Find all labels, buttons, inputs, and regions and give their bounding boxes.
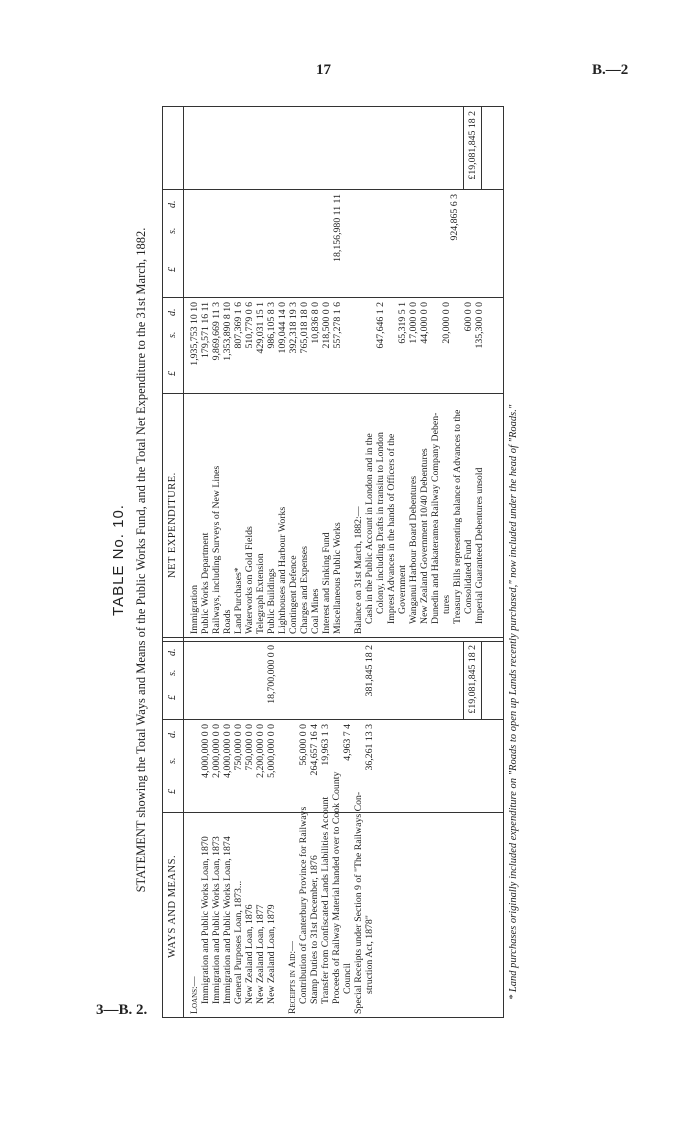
loan-label: Immigration and Public Works Loan, 1874: [222, 836, 233, 1004]
ways-means-header: WAYS AND MEANS.: [167, 854, 178, 958]
expenditure-amount: 109,044 14 0: [277, 302, 288, 354]
expenditure-amount: 179,571 16 11: [200, 302, 211, 358]
receipt-label: Special Receipts under Section 9 of "The Railways Con-: [353, 791, 364, 1014]
loan-label: Immigration and Public Works Loan, 1870: [200, 836, 211, 1004]
balance-amount: 647,646 1 2: [375, 302, 386, 349]
unit-shilling: s.: [167, 331, 178, 338]
receipt-label-cont: Council: [342, 962, 353, 994]
expenditure-label: Roads: [222, 609, 233, 634]
loan-amount: 2,200,000 0 0: [255, 724, 266, 778]
loan-amount: 750,000 0 0: [244, 724, 255, 771]
expenditure-amount: 1,353,890 8 10: [222, 302, 233, 361]
unit-pound: £: [167, 267, 178, 272]
expenditure-amount: 392,318 19 3: [288, 302, 299, 354]
expenditure-label: Land Purchases*: [233, 567, 244, 634]
balance-label: Dunedin and Hakateramea Railway Company Deben-: [430, 412, 441, 624]
expenditure-label: Interest and Sinking Fund: [321, 532, 332, 634]
footnote: * Land purchases originally included expenditure on "Roads to open up Lands recently purchased," now included under the head of "Roads.": [508, 404, 519, 1000]
receipts-heading: Receipts in Aid:—: [287, 941, 298, 1014]
loan-amount: 5,000,000 0 0: [266, 724, 277, 778]
unit-pound: £: [167, 695, 178, 700]
expenditure-label: Lighthouses and Harbour Works: [277, 506, 288, 634]
expenditure-label: Public Buildings: [266, 568, 277, 634]
unit-pence: d.: [167, 200, 178, 208]
signature-mark: 3—B. 2.: [96, 1002, 148, 1018]
receipt-amount: 36,261 13 3: [364, 724, 375, 771]
balance-amount: 44,000 0 0: [419, 302, 430, 344]
expenditure-label: Telegraph Extension: [255, 553, 266, 634]
expenditure-label: Waterworks on Gold Fields: [244, 526, 255, 634]
unit-pence: d.: [167, 648, 178, 656]
expenditure-amount: 218,500 0 0: [321, 302, 332, 349]
unit-pound: £: [167, 789, 178, 794]
expenditure-total: 18,156,980 11 11: [332, 194, 343, 262]
expenditure-amount: 510,779 0 6: [244, 302, 255, 349]
balance-label-cont: Consolidated Fund: [463, 539, 474, 614]
expenditure-amount: 429,031 15 1: [255, 302, 266, 354]
unit-pence: d.: [167, 730, 178, 738]
rotated-table-page: [110, 90, 530, 1030]
balance-amount: 600 0 0: [463, 302, 474, 332]
ways-means-grand-total: £19,081,845 18 2: [467, 645, 478, 714]
net-expenditure-header: NET EXPENDITURE.: [167, 472, 178, 578]
statement-title: STATEMENT showing the Total Ways and Means of the Public Works Fund, and the Total Net Expenditure to the 31st March, 1882.: [134, 227, 148, 893]
expenditure-label: Miscellaneous Public Works: [332, 522, 343, 634]
receipts-total: 381,845 18 2: [364, 645, 375, 697]
expenditure-amount: 765,018 18 0: [299, 302, 310, 354]
receipt-label-cont: struction Act, 1878": [364, 915, 375, 994]
expenditure-amount: 1,935,753 10 10: [189, 302, 200, 366]
loan-label: General Purposes Loan, 1873...: [233, 880, 244, 1004]
expenditure-label: Public Works Department: [200, 532, 211, 634]
balance-label: New Zealand Government 10/40 Debentures: [419, 448, 430, 624]
receipt-label: Proceeds of Railway Material handed over to Cook County: [331, 771, 342, 1004]
loans-heading: Loans:—: [189, 976, 200, 1014]
unit-pound: £: [167, 371, 178, 376]
expenditure-label: Railways, including Surveys of New Lines: [211, 465, 222, 634]
loan-amount: 4,000,000 0 0: [200, 724, 211, 778]
receipt-label: Stamp Duties to 31st December, 1876: [309, 855, 320, 1004]
loan-amount: 2,000,000 0 0: [211, 724, 222, 778]
loan-label: New Zealand Loan, 1876: [244, 904, 255, 1004]
balance-amount: 17,000 0 0: [408, 302, 419, 344]
expenditure-amount: 10,836 8 0: [310, 302, 321, 344]
balance-label: Cash in the Public Account in London and in the: [364, 433, 375, 624]
receipt-amount: 4,963 7 4: [342, 724, 353, 761]
loan-label: New Zealand Loan, 1879: [266, 904, 277, 1004]
expenditure-label: Coal Mines: [310, 588, 321, 634]
loan-label: New Zealand Loan, 1877: [255, 904, 266, 1004]
balance-label: Imperial Guaranteed Debentures unsold: [474, 467, 485, 624]
page-number: 17: [316, 62, 331, 78]
loan-amount: 4,000,000 0 0: [222, 724, 233, 778]
expenditure-amount: 986,105 8 3: [266, 302, 277, 349]
balance-label-cont: Colony, including Drafts in transitu to London: [375, 432, 386, 614]
page-reference: B.—2: [592, 62, 629, 78]
balance-label-cont: Government: [397, 565, 408, 614]
balance-amount: 65,319 5 1: [397, 302, 408, 344]
balance-label: Treasury Bills representing balance of Advances to the: [452, 409, 463, 624]
receipt-amount: 56,000 0 0: [298, 724, 309, 766]
balance-label: Imprest Advances in the hands of Officers of the: [386, 433, 397, 624]
expenditure-label: Contingent Defence: [288, 555, 299, 634]
expenditure-amount: 9,869,669 11 3: [211, 302, 222, 361]
balance-amount: 20,000 0 0: [441, 302, 452, 344]
unit-pence: d.: [167, 308, 178, 316]
table-title: TABLE No. 10.: [110, 504, 127, 616]
receipt-label: Transfer from Confiscated Lands Liabilities Account: [320, 796, 331, 1004]
receipt-amount: 19,963 1 3: [320, 724, 331, 766]
balance-label-cont: tures: [441, 594, 452, 614]
expenditure-label: Charges and Expenses: [299, 546, 310, 634]
loan-label: Immigration and Public Works Loan, 1873: [211, 836, 222, 1004]
balance-heading: Balance on 31st March, 1882:—: [353, 506, 364, 634]
balance-total: 924,865 6 3: [449, 194, 460, 241]
loans-total: 18,700,000 0 0: [266, 645, 277, 704]
loan-amount: 750,000 0 0: [233, 724, 244, 771]
unit-shilling: s.: [167, 227, 178, 234]
balance-label: Wanganui Harbour Board Debentures: [408, 475, 419, 624]
statement-table: [162, 106, 504, 1018]
expenditure-amount: 807,369 1 6: [233, 302, 244, 349]
unit-shilling: s.: [167, 669, 178, 676]
balance-amount: 135,300 0 0: [474, 302, 485, 349]
receipt-amount: 264,657 16 4: [309, 724, 320, 776]
unit-shilling: s.: [167, 757, 178, 764]
receipt-label: Contribution of Canterbury Province for Railways: [298, 806, 309, 1004]
expenditure-label: Immigration: [189, 585, 200, 634]
expenditure-grand-total: £19,081,845 18 2: [467, 111, 478, 180]
expenditure-amount: 557,278 1 6: [332, 302, 343, 349]
